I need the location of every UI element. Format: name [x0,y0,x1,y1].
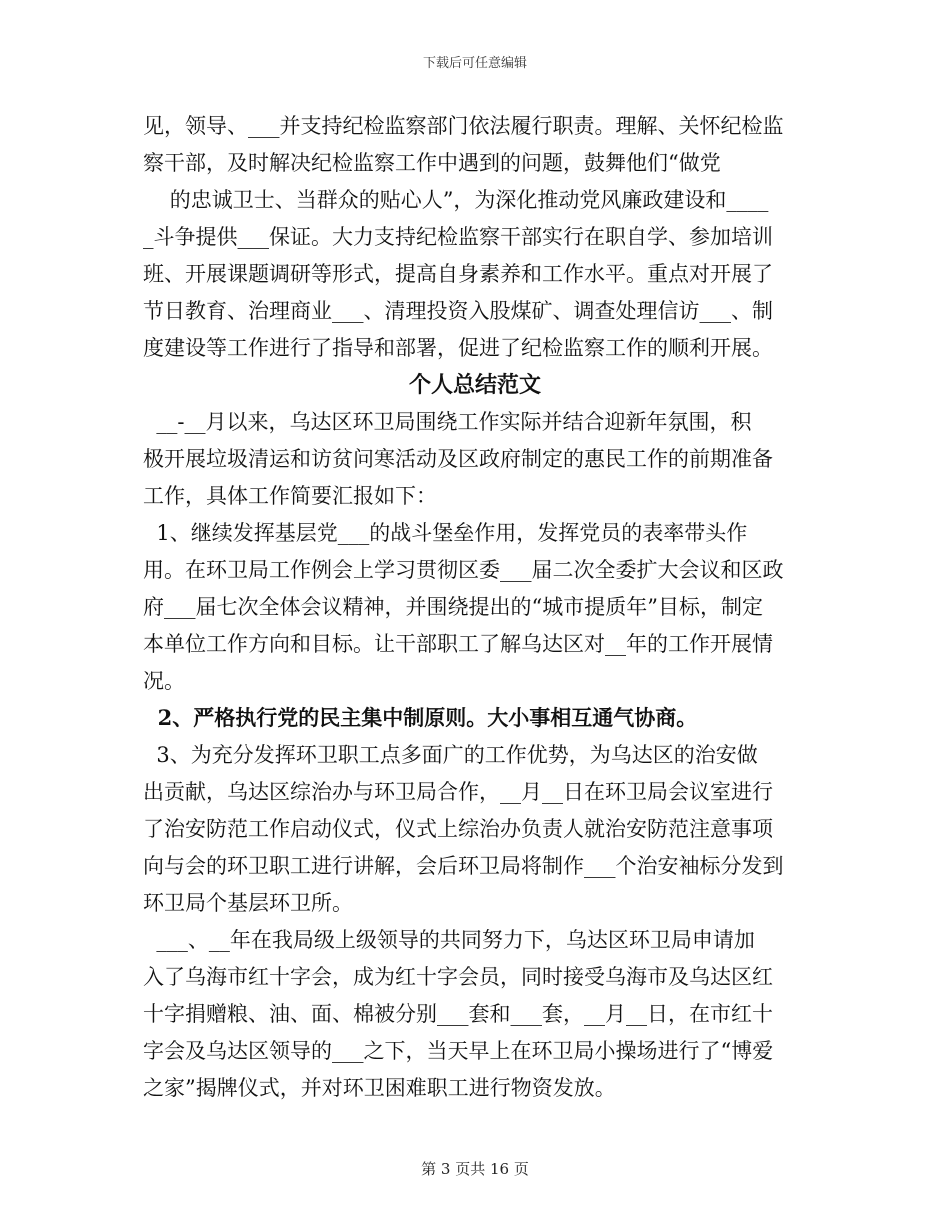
page-header: 下载后可任意编辑 [422,56,527,71]
text-line: 1、继续发挥基层党___的战斗堡垒作用，发挥党员的表率带头作 [143,521,748,545]
text-line: 的忠诚卫士、当群众的贴心人”，为深化推动党风廉政建设和____ [143,188,769,212]
text-line: 度建设等工作进行了指导和部署，促进了纪检监察工作的顺利开展。 [143,336,773,360]
text-line: 字会及乌达区领导的___之下，当天早上在环卫局小操场进行了“博爱 [143,1039,774,1063]
text-line: 环卫局个基层环卫所。 [143,891,353,915]
text-line: 出贡献，乌达区综治办与环卫局合作，__月__日在环卫局会议室进行 [143,780,773,804]
page-footer: 第 3 页共 16 页 [421,1160,529,1178]
text-line: 况。 [143,669,185,693]
text-line: 3、为充分发挥环卫职工点多面广的工作优势，为乌达区的治安做 [143,743,758,767]
text-line: 用。在环卫局工作例会上学习贯彻区委___届二次全委扩大会议和区政 [143,558,784,582]
text-line: __-__月以来，乌达区环卫局围绕工作实际并结合迎新年氛围，积 [143,410,752,434]
text-line: 见，领导、___并支持纪检监察部门依法履行职责。理解、关怀纪检监 [143,114,784,138]
text-line: 本单位工作方向和目标。让干部职工了解乌达区对__年的工作开展情 [143,632,773,656]
text-line: 府___届七次全体会议精神，并围绕提出的“城市提质年”目标，制定 [143,595,763,619]
text-line: 班、开展课题调研等形式，提高自身素养和工作水平。重点对开展了 [143,262,773,286]
bold-text-line: 2、严格执行党的民主集中制原则。大小事相互通气协商。 [143,705,698,730]
text-line: 极开展垃圾清运和访贫问寒活动及区政府制定的惠民工作的前期准备 [143,447,773,471]
text-line: 察干部，及时解决纪检监察工作中遇到的问题，鼓舞他们“做党 [143,151,721,175]
text-line: 工作，具体工作简要汇报如下： [143,484,437,508]
section-title: 个人总结范文 [408,372,541,398]
text-line: 节日教育、治理商业___、清理投资入股煤矿、调查处理信访___、制 [143,299,773,323]
text-line: 之家”揭牌仪式，并对环卫困难职工进行物资发放。 [143,1076,616,1100]
text-line: 了治安防范工作启动仪式，仪式上综治办负责人就治安防范注意事项 [143,817,773,841]
text-line: 十字捐赠粮、油、面、棉被分别___套和___套，__月__日，在市红十 [143,1002,773,1026]
text-line: 向与会的环卫职工进行讲解，会后环卫局将制作___个治安袖标分发到 [143,854,784,878]
text-line: ___、__年在我局级上级领导的共同努力下，乌达区环卫局申请加 [143,928,755,952]
text-line: 入了乌海市红十字会，成为红十字会员，同时接受乌海市及乌达区红 [143,965,773,989]
text-line: _斗争提供___保证。大力支持纪检监察干部实行在职自学、参加培训 [143,225,773,249]
